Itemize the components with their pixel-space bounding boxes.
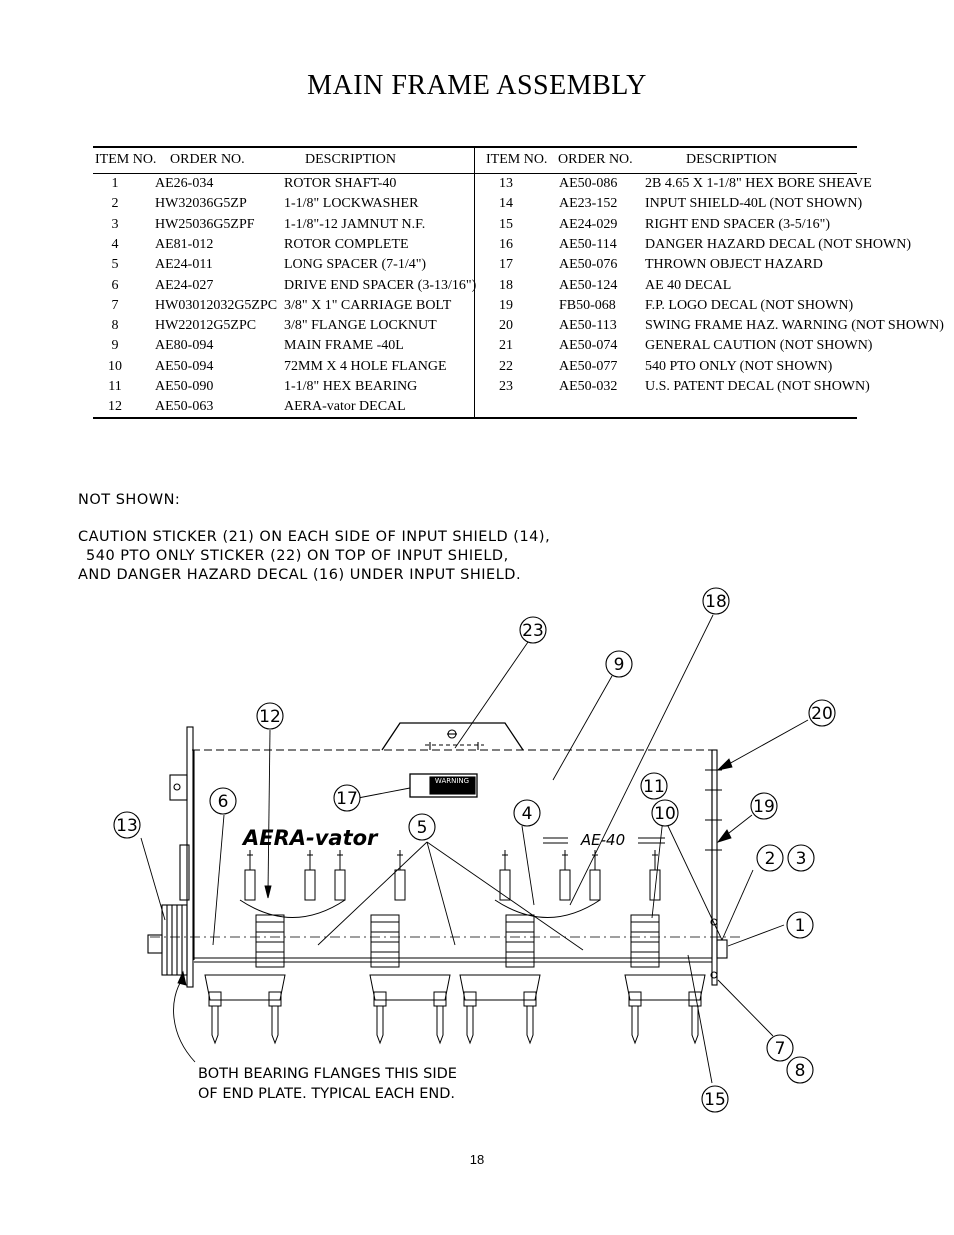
order-no-right: AE50-076: [559, 257, 618, 273]
lower-hub: [625, 975, 705, 1043]
leader-lines: [141, 615, 808, 1083]
order-no-left: HW22012G5ZPC: [155, 318, 257, 334]
not-shown-heading: NOT SHOWN:: [78, 492, 181, 508]
item-no-right: 19: [499, 297, 513, 313]
item-no-left: 5: [111, 257, 119, 273]
order-no-right: AE50-113: [559, 318, 617, 334]
callout-19: 19: [753, 797, 775, 817]
order-no-right: AE23-152: [559, 196, 618, 212]
order-no-right: AE50-074: [559, 338, 618, 354]
description-right: AE 40 DECAL: [645, 277, 732, 293]
page-number: 18: [469, 1152, 485, 1167]
tine-assemblies: [205, 850, 705, 1043]
right-end-plate: [712, 750, 717, 985]
description-left: 3/8" FLANGE LOCKNUT: [284, 318, 437, 334]
rotor-hub: [631, 915, 659, 967]
tine: [500, 850, 510, 900]
item-no-left: 12: [108, 399, 122, 415]
order-no-right: AE50-114: [559, 236, 617, 252]
order-no-right: AE24-029: [559, 216, 618, 232]
order-no-left: HW32036G5ZP: [155, 196, 247, 212]
description-right: 2B 4.65 X 1-1/8" HEX BORE SHEAVE: [645, 176, 872, 191]
item-no-left: 10: [108, 358, 122, 374]
header-order-no-left: ORDER NO.: [170, 152, 245, 167]
description-left: MAIN FRAME -40L: [284, 338, 404, 354]
description-right: U.S. PATENT DECAL (NOT SHOWN): [645, 379, 870, 394]
bearing-note-line-2: OF END PLATE. TYPICAL EACH END.: [198, 1086, 456, 1102]
tine: [560, 850, 570, 900]
description-right: THROWN OBJECT HAZARD: [645, 257, 823, 273]
description-right: INPUT SHIELD-40L (NOT SHOWN): [645, 196, 863, 212]
drive-sheave: [148, 905, 187, 975]
description-left: AERA-vator DECAL: [284, 399, 406, 415]
order-no-left: AE24-011: [155, 257, 213, 273]
order-no-left: AE26-034: [155, 176, 214, 191]
header-description-left: DESCRIPTION: [305, 152, 397, 167]
callout-5: 5: [416, 818, 428, 838]
item-no-left: 11: [108, 379, 122, 394]
description-left: LONG SPACER (7-1/4"): [284, 257, 427, 273]
description-right: F.P. LOGO DECAL (NOT SHOWN): [645, 297, 854, 313]
order-no-left: AE80-094: [155, 338, 214, 354]
bearing-note-line-1: BOTH BEARING FLANGES THIS SIDE: [198, 1066, 457, 1082]
thrown-object-decal: [410, 774, 477, 797]
description-left: 3/8" X 1" CARRIAGE BOLT: [284, 297, 452, 313]
description-left: ROTOR COMPLETE: [284, 236, 409, 252]
right-bearing-nut: [717, 940, 727, 958]
callout-23: 23: [522, 621, 544, 641]
item-no-right: 18: [499, 277, 513, 293]
warning-decal-text: WARNING: [434, 777, 470, 785]
order-no-left: HW03012032G5ZPC: [155, 297, 278, 313]
item-no-left: 4: [111, 236, 119, 252]
description-left: DRIVE END SPACER (3-13/16"): [284, 277, 477, 293]
page-title: MAIN FRAME ASSEMBLY: [307, 70, 647, 101]
order-no-right: AE50-077: [559, 358, 618, 374]
description-left: 1-1/8"-12 JAMNUT N.F.: [284, 216, 426, 232]
tine: [335, 850, 345, 900]
ae-40-decal: AE-40: [580, 831, 626, 849]
callout-15: 15: [704, 1090, 726, 1110]
item-no-left: 8: [111, 318, 119, 334]
tine: [590, 850, 600, 900]
item-no-right: 22: [499, 358, 513, 374]
callout-1: 1: [794, 916, 806, 936]
callout-3: 3: [795, 849, 807, 869]
note-line-2: 540 PTO ONLY STICKER (22) ON TOP OF INPUT SHIELD,: [86, 548, 509, 564]
header-item-no-right: ITEM NO.: [486, 152, 548, 167]
item-no-right: 13: [499, 176, 513, 191]
item-no-right: 14: [499, 196, 513, 212]
order-no-left: AE81-012: [155, 236, 214, 252]
item-no-right: 15: [499, 216, 513, 232]
description-right: DANGER HAZARD DECAL (NOT SHOWN): [645, 236, 911, 252]
description-left: 1-1/8" HEX BEARING: [284, 379, 418, 394]
callout-6: 6: [217, 792, 229, 812]
header-order-no-right: ORDER NO.: [558, 152, 633, 167]
note-line-3: AND DANGER HAZARD DECAL (16) UNDER INPUT SHIELD.: [78, 567, 522, 583]
order-no-left: AE50-094: [155, 358, 214, 374]
callout-2: 2: [764, 849, 776, 869]
order-no-left: AE50-063: [155, 399, 214, 415]
header-description-right: DESCRIPTION: [686, 152, 778, 167]
item-no-right: 16: [499, 236, 513, 252]
item-no-right: 20: [499, 318, 513, 334]
lower-hub: [370, 975, 450, 1043]
callout-10: 10: [654, 804, 676, 824]
item-no-right: 21: [499, 338, 513, 354]
aera-vator-decal: AERA-vator: [243, 826, 378, 850]
rotor-hub: [256, 915, 284, 967]
item-no-right: 17: [499, 257, 513, 273]
callout-4: 4: [521, 804, 533, 824]
callout-17: 17: [336, 789, 358, 809]
callout-18: 18: [705, 592, 727, 612]
input-shield-hump: [382, 723, 523, 750]
callout-20: 20: [811, 704, 833, 724]
description-right: GENERAL CAUTION (NOT SHOWN): [645, 338, 873, 354]
callout-8: 8: [794, 1061, 806, 1081]
item-no-left: 2: [111, 196, 119, 212]
item-no-left: 1: [111, 176, 119, 191]
callout-balloons: [114, 588, 835, 1112]
lower-hub: [205, 975, 285, 1043]
description-right: RIGHT END SPACER (3-5/16"): [645, 216, 831, 232]
callout-13: 13: [116, 816, 138, 836]
left-end-plate: [187, 727, 193, 987]
tine: [395, 850, 405, 900]
left-bracket: [170, 775, 187, 800]
callout-11: 11: [643, 777, 665, 797]
description-left: 1-1/8" LOCKWASHER: [284, 196, 419, 212]
description-right: 540 PTO ONLY (NOT SHOWN): [645, 358, 833, 374]
description-right: SWING FRAME HAZ. WARNING (NOT SHOWN): [645, 318, 944, 334]
callout-7: 7: [774, 1039, 786, 1059]
tine: [305, 850, 315, 900]
lower-hub: [460, 975, 540, 1043]
order-no-right: AE50-124: [559, 277, 618, 293]
tine: [245, 850, 255, 900]
order-no-left: AE24-027: [155, 277, 214, 293]
description-left: 72MM X 4 HOLE FLANGE: [284, 358, 447, 374]
order-no-right: AE50-032: [559, 379, 618, 394]
note-line-1: CAUTION STICKER (21) ON EACH SIDE OF INPUT SHIELD (14),: [78, 529, 551, 545]
order-no-right: FB50-068: [559, 297, 616, 313]
header-item-no-left: ITEM NO.: [95, 152, 157, 167]
order-no-left: AE50-090: [155, 379, 214, 394]
item-no-right: 23: [499, 379, 513, 394]
item-no-left: 3: [111, 216, 119, 232]
item-no-left: 6: [111, 277, 119, 293]
callout-9: 9: [613, 655, 625, 675]
order-no-left: HW25036G5ZPF: [155, 216, 255, 232]
order-no-right: AE50-086: [559, 176, 618, 191]
item-no-left: 7: [111, 297, 119, 313]
rotor-hub: [506, 915, 534, 967]
item-no-left: 9: [111, 338, 119, 354]
callout-12: 12: [259, 707, 281, 727]
rotor-hub: [371, 915, 399, 967]
description-left: ROTOR SHAFT-40: [284, 176, 397, 191]
